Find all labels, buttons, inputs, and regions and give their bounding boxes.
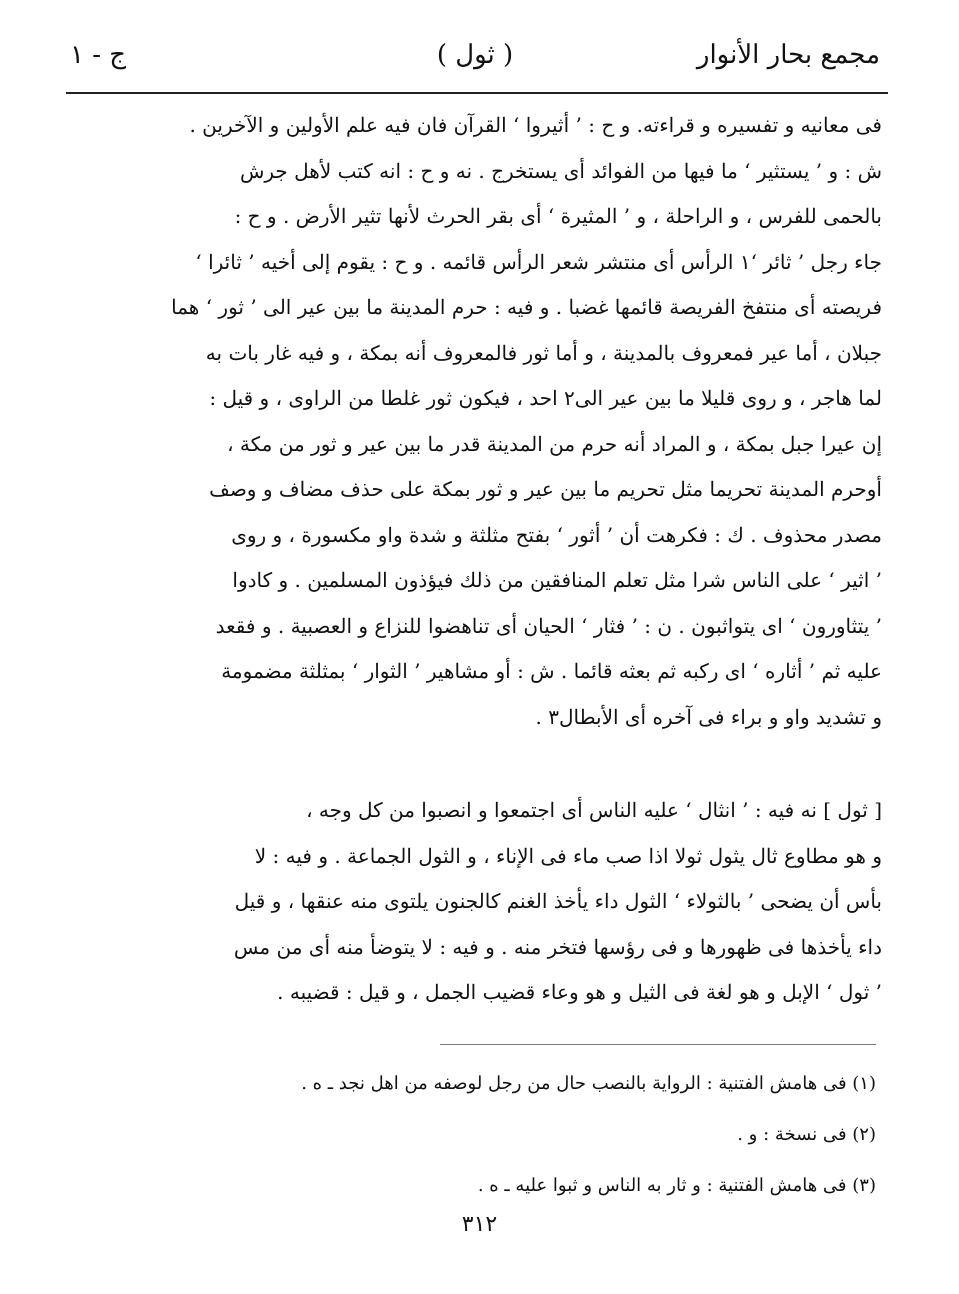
text-line: جاء رجل ’ ثائر ‘١ الرأس أى منتشر شعر الرأس قائمه . و ح : يقوم إلى أخيه ’ ثائرا ‘ xyxy=(195,249,882,274)
volume-label: ج - ١ xyxy=(70,40,127,70)
text-line: ’ اثير ‘ على الناس شرا مثل تعلم المنافقين من ذلك فيؤذون المسلمين . و كادوا xyxy=(232,568,882,592)
text-line: ’ يتثاورون ‘ اى يتواثبون . ن : ’ فثار ‘ الحيان أى تناهضوا للنزاع و العصبية . و فقعد xyxy=(215,613,882,638)
header-rule xyxy=(66,92,888,94)
entry-heading: ( ثول ) xyxy=(436,40,514,70)
text-line: ’ ثول ‘ الإبل و هو لغة فى الثيل و هو وعاء قضيب الجمل ، و قيل : قضيبه . xyxy=(277,980,882,1004)
section-thawr xyxy=(76,103,882,740)
text-line: بأس أن يضحى ’ بالثولاء ‘ الثول داء يأخذ الغنم كالجنون يلتوى منه عنقها ، و قيل xyxy=(234,889,882,913)
text-line: مصدر محذوف . ك : فكرهت أن ’ أثور ‘ بفتح مثلثة و شدة واو مكسورة ، و روى xyxy=(231,522,882,547)
text-line: إن عيرا جبل بمكة ، و المراد أنه حرم من المدينة قدر ما بين عير و ثور من مكة ، xyxy=(227,431,882,456)
footnote-rule xyxy=(440,1044,876,1045)
text-line: بالحمى للفرس ، و الراحلة ، و ’ المثيرة ‘ أى بقر الحرث لأنها تثير الأرض . و ح : xyxy=(234,204,882,228)
footnote: (١) فى هامش الفتنية : الرواية بالنصب حال من رجل لوصفه من اهل نجد ـ ه . xyxy=(301,1073,876,1094)
text-line: و هو مطاوع ثال يثول ثولا اذا صب ماء فى الإناء ، و الثول الجماعة . و فيه : لا xyxy=(254,843,882,868)
text-line: ش : و ’ يستثير ‘ ما فيها من الفوائد أى يستخرج . نه و ح : انه كتب لأهل جرش xyxy=(239,158,882,183)
text-line: عليه ثم ’ أثاره ‘ اى ركبه ثم بعثه قائما . ش : أو مشاهير ’ الثوار ‘ بمثلثة مضمومة xyxy=(221,659,882,683)
footnotes xyxy=(120,1058,876,1211)
text-line: فريصته أى منتفخ الفريصة قائمها غضبا . و فيه : حرم المدينة ما بين عير الى ’ ثور ‘ هما xyxy=(171,295,882,319)
book-title: مجمع بحار الأنوار xyxy=(696,40,880,70)
text-line: فى معانيه و تفسيره و قراءته. و ح : ’ أثيروا ‘ القرآن فان فيه علم الأولين و الآخرين . xyxy=(189,113,882,137)
page-number: ٣١٢ xyxy=(461,1212,498,1237)
text-line: لما هاجر ، و روى قليلا ما بين عير الى٢ احد ، فيكون ثور غلطا من الراوى ، و قيل : xyxy=(209,386,882,410)
text-line: [ ثول ] نه فيه : ’ انثال ‘ عليه الناس أى اجتمعوا و انصبوا من كل وجه ، xyxy=(306,798,882,822)
section-thawl xyxy=(76,788,882,1016)
text-line: داء يأخذها فى ظهورها و فى رؤسها فتخر منه . و فيه : لا يتوضأ منه أى من مس xyxy=(233,934,882,959)
running-header xyxy=(70,36,880,82)
footnote: (٢) فى نسخة : و . xyxy=(737,1124,876,1145)
text-line: و تشديد واو و براء فى آخره أى الأبطال٣ . xyxy=(535,704,882,729)
text-line: أوحرم المدينة تحريما مثل تحريم ما بين عير و ثور بمكة على حذف مضاف و وصف xyxy=(209,477,882,501)
footnote: (٣) فى هامش الفتنية : و ثار به الناس و ثبوا عليه ـ ه . xyxy=(477,1175,876,1196)
text-line: جبلان ، أما عير فمعروف بالمدينة ، و أما ثور فالمعروف أنه بمكة ، و فيه غار بات به xyxy=(205,340,882,365)
